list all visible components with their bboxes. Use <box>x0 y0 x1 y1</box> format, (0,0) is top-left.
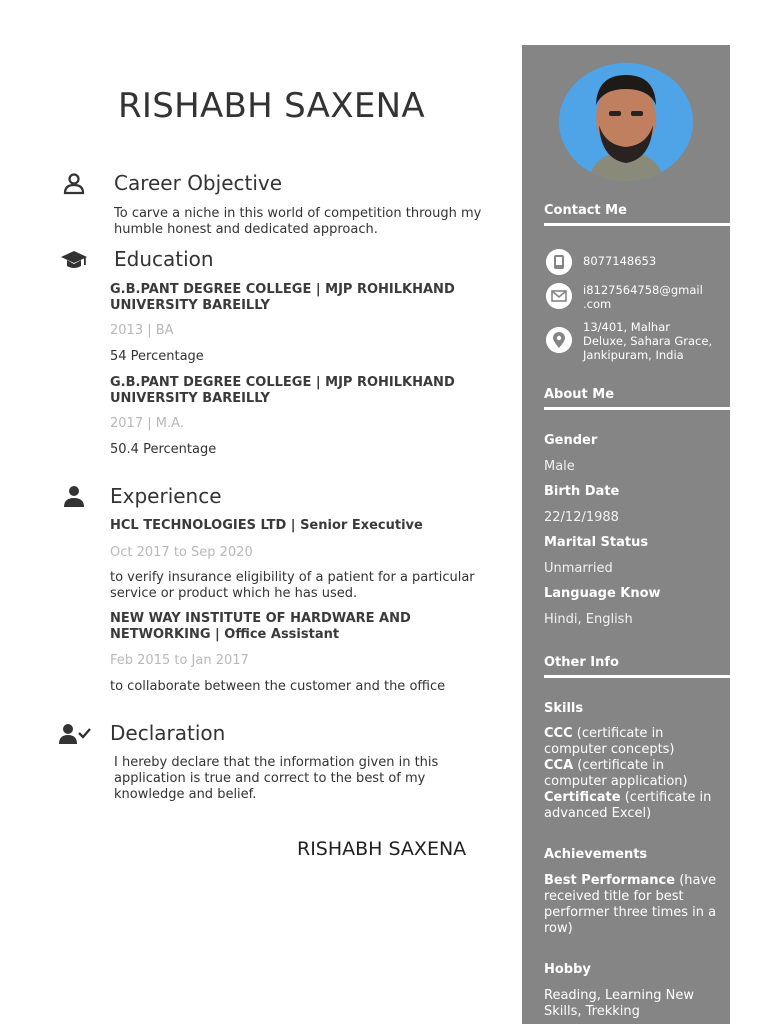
achievements-label: Achievements <box>544 847 648 862</box>
skill-name: CCC <box>544 726 573 741</box>
declaration-line2: application is true and correct to the best of my <box>114 771 426 786</box>
career-objective-heading: Career Objective <box>114 171 283 195</box>
experience-role-2-line2: NETWORKING | Office Assistant <box>110 627 340 642</box>
declaration-line3: knowledge and belief. <box>114 787 257 802</box>
birth-date-label: Birth Date <box>544 484 620 499</box>
declaration-line1: I hereby declare that the information given in this <box>114 755 439 770</box>
experience-desc-1-line2: service or product which he has used. <box>110 586 358 601</box>
marital-status-label: Marital Status <box>544 535 649 550</box>
other-info-divider <box>544 675 730 678</box>
skill-item <box>544 726 724 758</box>
skill-desc: (certificate in computer concepts) <box>544 726 675 757</box>
achievement-item <box>544 873 724 937</box>
experience-role-2-line1: NEW WAY INSTITUTE OF HARDWARE AND <box>110 611 411 626</box>
signature-name: RISHABH SAXENA <box>297 838 467 860</box>
achievement-name: Best Performance <box>544 873 676 888</box>
contact-address-line2: Deluxe, Sahara Grace, <box>583 334 713 348</box>
about-divider <box>544 407 730 410</box>
language-value: Hindi, English <box>544 612 633 627</box>
person-solid-icon <box>60 483 88 511</box>
contact-address-line3: Jankipuram, India <box>583 348 684 362</box>
skills-label: Skills <box>544 701 584 716</box>
about-heading: About Me <box>544 387 615 402</box>
birth-date-value: 22/12/1988 <box>544 510 619 525</box>
resume-name: RISHABH SAXENA <box>118 86 425 126</box>
map-pin-icon <box>546 327 572 353</box>
skill-item <box>544 790 724 822</box>
gender-label: Gender <box>544 433 598 448</box>
education-heading: Education <box>114 247 214 271</box>
marital-status-value: Unmarried <box>544 561 613 576</box>
contact-email-line1: i8127564758@gmail <box>583 283 703 297</box>
person-outline-icon <box>60 170 88 198</box>
contact-divider <box>544 223 730 226</box>
education-school-1-line2: UNIVERSITY BAREILLY <box>110 298 270 313</box>
career-objective-line2: humble honest and dedicated approach. <box>114 222 378 237</box>
experience-period-2: Feb 2015 to Jan 2017 <box>110 653 249 668</box>
envelope-icon <box>546 283 572 309</box>
experience-period-1: Oct 2017 to Sep 2020 <box>110 545 253 560</box>
contact-email-line2: .com <box>583 297 612 311</box>
skills-list <box>544 726 724 822</box>
contact-phone: 8077148653 <box>583 254 657 268</box>
education-result-1: 54 Percentage <box>110 349 204 364</box>
career-objective-line1: To carve a niche in this world of competition through my <box>114 206 482 221</box>
graduation-cap-icon <box>60 246 88 274</box>
profile-photo <box>559 63 693 181</box>
experience-role-1: HCL TECHNOLOGIES LTD | Senior Executive <box>110 518 423 533</box>
education-period-1: 2013 | BA <box>110 323 174 338</box>
person-check-icon <box>58 720 92 748</box>
education-school-2-line2: UNIVERSITY BAREILLY <box>110 391 270 406</box>
sidebar <box>522 45 730 1024</box>
declaration-heading: Declaration <box>110 721 226 745</box>
phone-icon <box>546 249 572 275</box>
experience-desc-1-line1: to verify insurance eligibility of a patient for a particular <box>110 570 475 585</box>
skill-name: Certificate <box>544 790 621 805</box>
other-info-heading: Other Info <box>544 655 619 670</box>
education-school-1-line1: G.B.PANT DEGREE COLLEGE | MJP ROHILKHAND <box>110 282 455 297</box>
education-result-2: 50.4 Percentage <box>110 442 217 457</box>
experience-desc-2: to collaborate between the customer and the office <box>110 679 446 694</box>
achievement-desc: (have received title for best performer three times in a row) <box>544 873 717 936</box>
contact-heading: Contact Me <box>544 203 627 218</box>
skill-item <box>544 758 724 790</box>
hobby-value: Reading, Learning New Skills, Trekking <box>544 988 694 1019</box>
hobby-label: Hobby <box>544 962 591 977</box>
skill-name: CCA <box>544 758 574 773</box>
experience-heading: Experience <box>110 484 222 508</box>
gender-value: Male <box>544 459 575 474</box>
skill-desc: (certificate in advanced Excel) <box>544 790 712 821</box>
education-school-2-line1: G.B.PANT DEGREE COLLEGE | MJP ROHILKHAND <box>110 375 455 390</box>
language-label: Language Know <box>544 586 661 601</box>
skill-desc: (certificate in computer application) <box>544 758 688 789</box>
education-period-2: 2017 | M.A. <box>110 416 184 431</box>
contact-address-line1: 13/401, Malhar <box>583 320 670 334</box>
